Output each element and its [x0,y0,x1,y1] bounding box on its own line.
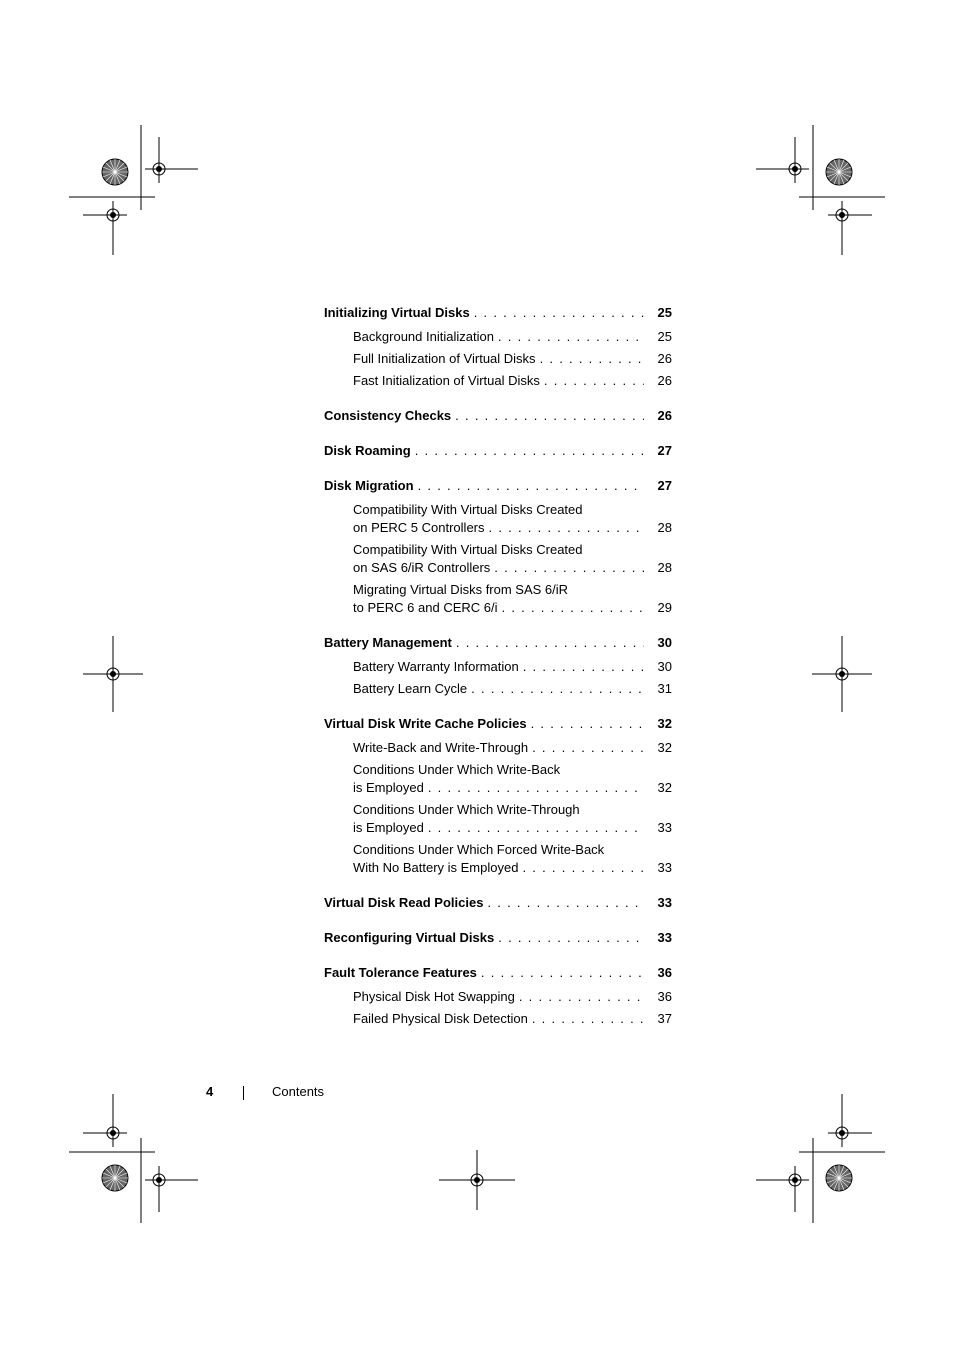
toc-page-number: 36 [657,965,672,980]
toc-page-number: 29 [657,600,672,615]
dot-leader [536,350,644,368]
dot-leader [494,929,644,947]
toc-entry-title-line: Compatibility With Virtual Disks Created [353,542,583,557]
toc-entry-section[interactable] [324,477,672,495]
dot-leader [414,477,644,495]
toc-entry-title: Initializing Virtual Disks [324,305,470,320]
toc-entry-title: Fast Initialization of Virtual Disks [353,373,540,388]
toc-entry-subsection[interactable] [353,350,672,368]
dot-leader [540,372,644,390]
toc-entry-section[interactable] [324,304,672,322]
toc-entry-title: to PERC 6 and CERC 6/i [353,600,498,615]
toc-entry-subsection[interactable] [353,988,672,1006]
dot-leader [528,1010,644,1028]
toc-entry-subsection[interactable] [353,328,672,346]
toc-page-number: 30 [657,659,672,674]
toc-page-number: 25 [657,305,672,320]
dot-leader [515,988,644,1006]
toc-entry-section[interactable] [324,407,672,425]
toc-entry-section[interactable] [324,442,672,460]
dot-leader [411,442,644,460]
toc-entry-subsection[interactable] [353,372,672,390]
footer-separator [243,1086,244,1100]
dot-leader [519,658,644,676]
toc-page-number: 26 [657,408,672,423]
dot-leader [470,304,644,322]
toc-entry-subsection[interactable] [353,801,672,837]
toc-entry-title: on SAS 6/iR Controllers [353,560,491,575]
toc-page-number: 32 [657,716,672,731]
toc-entry-subsection[interactable] [353,581,672,617]
footer-section-label: Contents [272,1084,325,1099]
toc-entry-title: Fault Tolerance Features [324,965,477,980]
toc-entry-title: Disk Migration [324,478,414,493]
toc-entry-title: Battery Warranty Information [353,659,519,674]
dot-leader [483,894,644,912]
toc-page-number: 25 [657,329,672,344]
dot-leader [451,407,644,425]
toc-page-number: 28 [657,560,672,575]
toc-entry-title: With No Battery is Employed [353,860,519,875]
toc-entry-section[interactable] [324,634,672,652]
dot-leader [477,964,644,982]
crop-mark-top-right [756,125,885,255]
crop-mark-bottom-left [69,1094,198,1223]
toc-entry-subsection[interactable] [353,680,672,698]
crop-mark-bottom-right [756,1094,885,1223]
page-number: 4 [206,1084,214,1099]
toc-entry-subsection[interactable] [353,739,672,757]
toc-page-number: 37 [657,1011,672,1026]
toc-entry-title-line: Compatibility With Virtual Disks Created [353,502,583,517]
dot-leader [527,715,644,733]
toc-entry-subsection[interactable] [353,841,672,877]
dot-leader [424,779,644,797]
toc-page-number: 32 [657,780,672,795]
toc-entry-title: is Employed [353,780,424,795]
toc-page-number: 31 [657,681,672,696]
toc-entry-title: Battery Management [324,635,452,650]
toc-entry-title: Consistency Checks [324,408,452,423]
dot-leader [498,599,644,617]
toc-entry-title: on PERC 5 Controllers [353,520,485,535]
toc-entry-subsection[interactable] [353,658,672,676]
dot-leader [490,559,644,577]
toc-entry-subsection[interactable] [353,541,672,577]
table-of-contents [324,304,672,1028]
toc-entry-title-line: Migrating Virtual Disks from SAS 6/iR [353,582,569,597]
toc-entry-subsection[interactable] [353,1010,672,1028]
reg-mark-mid-right [812,636,872,712]
toc-entry-title: Full Initialization of Virtual Disks [353,351,536,366]
toc-entry-subsection[interactable] [353,761,672,797]
dot-leader [528,739,644,757]
reg-mark-mid-left [83,636,143,712]
dot-leader [424,819,644,837]
toc-page-number: 27 [657,443,672,458]
toc-entry-title: Physical Disk Hot Swapping [353,989,515,1004]
toc-page-number: 36 [657,989,672,1004]
toc-entry-section[interactable] [324,715,672,733]
toc-page-number: 26 [657,351,672,366]
dot-leader [518,859,644,877]
toc-entry-title: Background Initialization [353,329,494,344]
toc-page-number: 26 [657,373,672,388]
toc-entry-title: Virtual Disk Read Policies [324,895,484,910]
toc-page-number: 30 [657,635,672,650]
toc-entry-title: Virtual Disk Write Cache Policies [324,716,527,731]
toc-entry-title-line: Conditions Under Which Forced Write-Back [353,842,605,857]
toc-entry-title-line: Conditions Under Which Write-Back [353,762,561,777]
toc-page-number: 33 [657,860,672,875]
toc-entry-title: Disk Roaming [324,443,411,458]
toc-page-number: 27 [657,478,672,493]
toc-page-number: 33 [657,930,672,945]
toc-page-number: 28 [657,520,672,535]
toc-entry-title: Reconfiguring Virtual Disks [324,930,495,945]
toc-entry-title: Failed Physical Disk Detection [353,1011,528,1026]
toc-page-number: 33 [657,820,672,835]
toc-entry-title-line: Conditions Under Which Write-Through [353,802,580,817]
crop-mark-top-left [69,125,198,255]
toc-entry-title: is Employed [353,820,424,835]
toc-entry-title: Write-Back and Write-Through [353,740,529,755]
reg-mark-bottom-center [439,1150,515,1210]
toc-entry-section[interactable] [324,929,672,947]
dot-leader [452,634,644,652]
dot-leader [467,680,644,698]
dot-leader [494,328,644,346]
toc-entry-subsection[interactable] [353,501,672,537]
toc-entry-section[interactable] [324,964,672,982]
toc-page-number: 33 [657,895,672,910]
toc-entry-title: Battery Learn Cycle [353,681,468,696]
toc-page-number: 32 [657,740,672,755]
toc-entry-section[interactable] [324,894,672,912]
dot-leader [485,519,645,537]
